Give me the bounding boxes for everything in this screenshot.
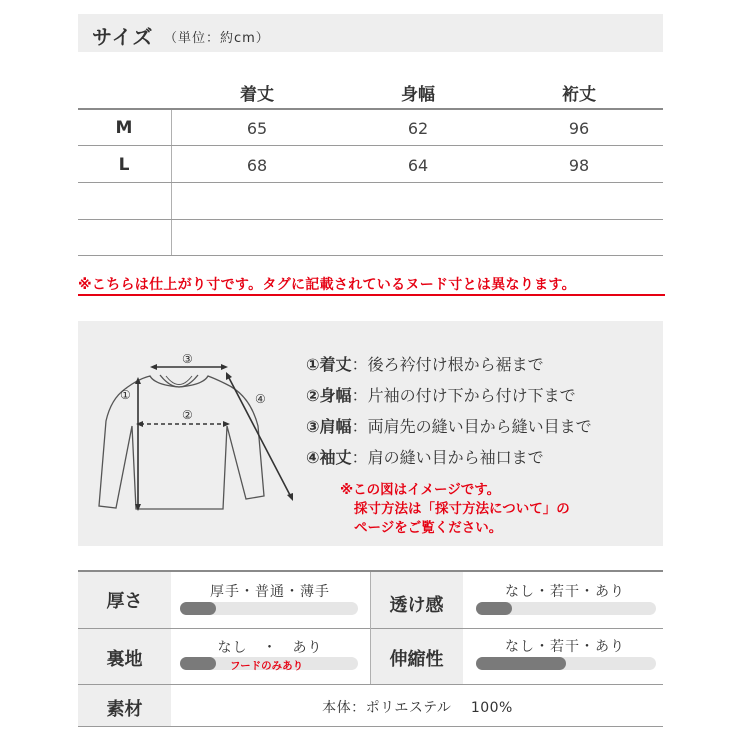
size-unit: （単位：約cm） [164, 31, 270, 46]
col-header-sleeve: 裄丈 [562, 85, 596, 105]
measure-note-3: ページをご覧ください。 [354, 520, 503, 536]
measure-item-desc: ：両肩先の縫い目から縫い目まで [351, 417, 592, 436]
shirt-neck-inner [166, 376, 192, 385]
marker-1: ① [120, 388, 131, 402]
table-row-line [78, 145, 663, 146]
measure-item-sleeve [306, 445, 544, 468]
attr-label-thickness: 厚さ [106, 591, 143, 612]
marker-4: ④ [255, 392, 266, 406]
size-note-underline [78, 294, 665, 296]
thickness-level-fill [180, 602, 216, 615]
measure-note-2: 採寸方法は「採寸方法について」の [354, 501, 570, 517]
measure-item-number: ④ [306, 448, 320, 467]
lining-hood-note: フードのみあり [230, 660, 304, 672]
table-header-divider [78, 108, 663, 110]
size-note: ※こちらは仕上がり寸です。タグに記載されているヌード寸とは異なります。 [78, 277, 576, 293]
measure-item-length [306, 352, 544, 375]
measure-note-1: ※この図はイメージです。 [340, 482, 501, 498]
measure-item-number: ② [306, 386, 320, 405]
attr-options-lining: なし ・ あり [217, 640, 323, 656]
attr-options-transparency: なし・若干・あり [505, 584, 625, 600]
cell-l-length: 68 [246, 156, 268, 175]
attr-bottom-line [78, 726, 663, 727]
cell-l-width: 64 [407, 156, 429, 175]
measure-item-number: ① [306, 355, 320, 374]
attr-column-divider [370, 572, 371, 684]
measure-item-name: 身幅 [319, 386, 352, 405]
measure-item-desc: ：後ろ衿付け根から裾まで [351, 355, 544, 374]
col-header-width: 身幅 [401, 85, 435, 105]
table-row-line [78, 182, 663, 183]
attr-label-transparency: 透け感 [389, 595, 444, 616]
table-row-line [78, 219, 663, 220]
attr-options-stretch: なし・若干・あり [505, 639, 625, 655]
transparency-level-fill [476, 602, 512, 615]
row-size-l: L [118, 155, 130, 175]
attr-label-lining: 裏地 [106, 649, 143, 670]
size-title: サイズ [92, 25, 154, 49]
marker-3: ③ [182, 352, 193, 366]
attr-label-material: 素材 [106, 699, 143, 720]
cell-l-sleeve: 98 [568, 156, 590, 175]
marker-2: ② [182, 408, 193, 422]
transparency-level-bar [476, 602, 656, 615]
stretch-level-fill [476, 657, 566, 670]
measure-item-name: 着丈 [319, 355, 352, 374]
measure-item-desc: ：片袖の付け下から付け下まで [351, 386, 576, 405]
col-header-length: 着丈 [240, 85, 274, 105]
stretch-level-bar [476, 657, 656, 670]
measure-item-width [306, 383, 576, 406]
cell-m-length: 65 [246, 119, 268, 138]
attr-material-value: 本体：ポリエステル 100% [322, 700, 513, 716]
thickness-level-bar [180, 602, 358, 615]
measure-item-number: ③ [306, 417, 320, 436]
lining-level-fill [180, 657, 216, 670]
measure-item-name: 袖丈 [319, 448, 352, 467]
shirt-diagram [78, 321, 308, 546]
measure-item-desc: ：肩の縫い目から袖口まで [351, 448, 544, 467]
attr-options-thickness: 厚手・普通・薄手 [210, 584, 330, 600]
table-row-line [78, 255, 663, 256]
cell-m-width: 62 [407, 119, 429, 138]
row-size-m: M [115, 118, 133, 138]
measure-item-shoulder [306, 414, 592, 437]
measure-item-name: 肩幅 [319, 417, 352, 436]
attr-label-stretch: 伸縮性 [389, 649, 444, 670]
cell-m-sleeve: 96 [568, 119, 590, 138]
